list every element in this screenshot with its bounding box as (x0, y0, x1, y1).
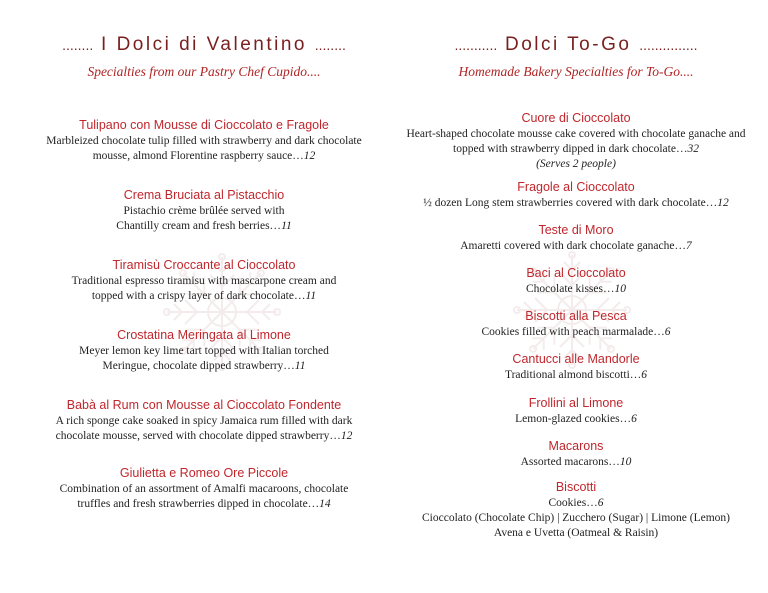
item-price: 12 (340, 430, 353, 442)
menu-column-dolci-valentino (12, 0, 396, 593)
item-description: ½ dozen Long stem strawberries covered with dark chocolate…12 (423, 197, 729, 209)
item-name: Biscotti (555, 480, 597, 494)
menu-item (12, 118, 396, 164)
item-name: Baci al Cioccolato (526, 266, 626, 280)
item-description: Marbleized chocolate tulip filled with strawberry and dark chocolate mousse, almond Florentine raspberry sauce…12 (46, 135, 362, 162)
item-description: Traditional espresso tiramisu with mascarpone cream and topped with a crispy layer of dark chocolate…11 (71, 275, 337, 302)
item-name: Tiramisù Croccante al Cioccolato (112, 258, 296, 272)
item-name: Biscotti alla Pesca (525, 309, 627, 323)
menu-item (12, 398, 396, 444)
menu-item (384, 111, 768, 172)
item-name: Cuore di Cioccolato (521, 111, 631, 125)
item-description: Combination of an assortment of Amalfi macaroons, chocolate truffles and fresh strawberries dipped in chocolate…14 (59, 483, 349, 510)
item-description: Assorted macarons…10 (520, 456, 632, 468)
item-name: Frollini al Limone (528, 396, 624, 410)
menu-item (384, 480, 768, 541)
item-flavors: Avena e Uvetta (Oatmeal & Raisin) (493, 527, 659, 539)
item-description: Traditional almond biscotti…6 (504, 369, 648, 381)
item-price: 14 (319, 498, 331, 510)
menu-item (384, 439, 768, 470)
menu-item (384, 223, 768, 254)
title-text-right: Dolci To-Go (505, 34, 632, 55)
item-description: Amaretti covered with dark chocolate ganache…7 (460, 240, 692, 252)
item-name: Macarons (548, 439, 604, 453)
item-name: Babà al Rum con Mousse al Cioccolato Fondente (66, 398, 342, 412)
item-price: 6 (664, 326, 671, 338)
item-name: Crostatina Meringata al Limone (117, 328, 291, 342)
item-price: 6 (631, 413, 637, 425)
item-description: Chocolate kisses…10 (526, 283, 626, 295)
title-text-left: I Dolci di Valentino (101, 34, 307, 55)
title-dots-right: ............... (639, 37, 698, 53)
item-description: Cookies…6 (548, 497, 604, 509)
item-price: 12 (717, 197, 729, 209)
menu-item (12, 466, 396, 512)
menu-item (384, 266, 768, 297)
menu-item (12, 188, 396, 234)
item-name: Tulipano con Mousse di Cioccolato e Fragole (79, 118, 329, 132)
item-price: 32 (687, 143, 699, 155)
menu-item (12, 258, 396, 304)
section-title-left (12, 34, 396, 56)
title-dots-left: ........... (454, 37, 498, 53)
item-price: 6 (641, 369, 648, 381)
section-subtitle-right: Homemade Bakery Specialties for To-Go.... (458, 64, 694, 79)
item-name: Teste di Moro (538, 223, 614, 237)
item-name: Fragole al Cioccolato (517, 180, 635, 194)
item-description: Pistachio crème brûlée served with Chantilly cream and fresh berries…11 (116, 205, 292, 232)
item-note: (Serves 2 people) (536, 158, 616, 170)
item-price: 10 (614, 283, 626, 295)
menu-item (384, 352, 768, 383)
item-price: 12 (303, 150, 316, 162)
item-price: 11 (294, 360, 306, 372)
item-name: Cantucci alle Mandorle (512, 352, 640, 366)
title-dots-right: ........ (314, 37, 346, 53)
item-price: 10 (619, 456, 632, 468)
item-description: Cookies filled with peach marmalade…6 (481, 326, 671, 338)
item-description: Heart-shaped chocolate mousse cake covered with chocolate ganache and topped with strawberry dipped in dark chocolate…32 (406, 128, 746, 155)
item-name: Giulietta e Romeo Ore Piccole (119, 466, 289, 480)
section-title-right (384, 34, 768, 56)
menu-item (384, 180, 768, 211)
item-description: Lemon-glazed cookies…6 (515, 413, 637, 425)
section-subtitle-left: Specialties from our Pastry Chef Cupido.... (87, 64, 321, 79)
menu-item (12, 328, 396, 374)
menu-item (384, 309, 768, 340)
item-name: Crema Bruciata al Pistacchio (123, 188, 285, 202)
item-description: A rich sponge cake soaked in spicy Jamaica rum filled with dark chocolate mousse, served with chocolate dipped strawberry…12 (55, 415, 353, 442)
item-price: 7 (686, 240, 692, 252)
item-price: 11 (281, 220, 292, 232)
item-description: Meyer lemon key lime tart topped with Italian torched Meringue, chocolate dipped strawberry…11 (79, 345, 329, 372)
item-flavors: Cioccolato (Chocolate Chip) | Zucchero (Sugar) | Limone (Lemon) (422, 512, 730, 524)
title-dots-left: ........ (62, 37, 94, 53)
item-price: 6 (597, 497, 604, 509)
menu-item (384, 396, 768, 427)
menu-column-dolci-to-go (384, 0, 768, 593)
item-price: 11 (305, 290, 317, 302)
